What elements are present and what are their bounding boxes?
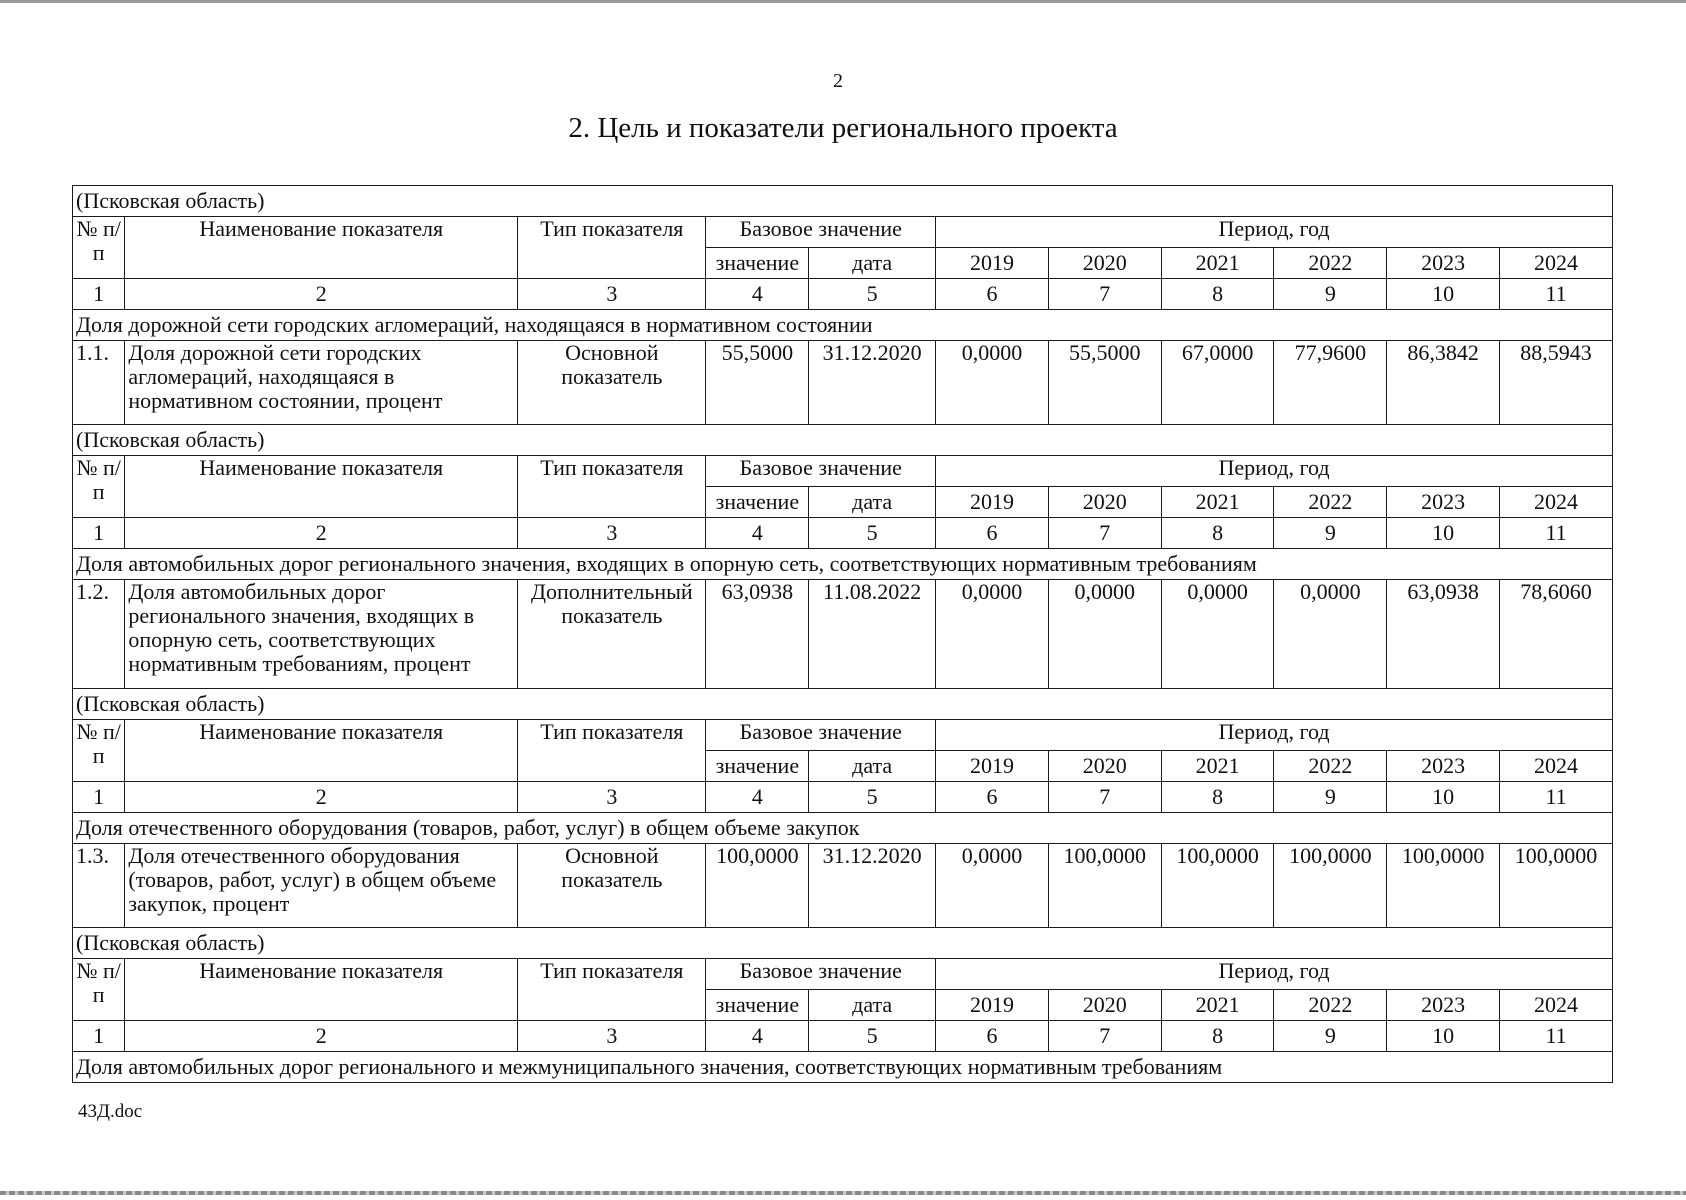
column-numbers-row [73,518,1613,549]
column-number: 5 [809,279,936,310]
header-name: Наименование показателя [125,720,518,782]
region-label: (Псковская область) [73,689,1613,720]
indicator-year-value: 67,0000 [1161,341,1274,425]
header-period: Период, год [936,217,1613,248]
column-number: 4 [706,279,809,310]
indicator-year-value: 86,3842 [1387,341,1500,425]
indicator-year-value: 100,0000 [1500,844,1613,928]
column-number: 8 [1161,279,1274,310]
column-number: 7 [1048,279,1161,310]
indicator-num: 1.1. [73,341,125,425]
header-type: Тип показателя [518,720,706,782]
page-title: 2. Цель и показатели регионального проекта [568,112,1118,144]
header-year: 2024 [1500,990,1613,1021]
indicator-year-value: 0,0000 [1274,580,1387,689]
column-number: 10 [1387,279,1500,310]
column-number: 10 [1387,518,1500,549]
region-row [73,689,1613,720]
indicator-name: Доля отечественного оборудования (товаров, работ, услуг) в общем объеме закупок, процент [125,844,518,928]
column-number: 2 [125,279,518,310]
column-number: 4 [706,1021,809,1052]
header-year: 2020 [1048,487,1161,518]
indicator-num: 1.3. [73,844,125,928]
column-number: 3 [518,518,706,549]
column-number: 8 [1161,1021,1274,1052]
page-number: 2 [833,70,843,92]
header-base-date: дата [809,487,936,518]
column-number: 6 [936,279,1049,310]
header-base-value: значение [706,751,809,782]
column-number: 2 [125,518,518,549]
indicator-row [73,341,1613,425]
header-row [73,959,1613,990]
indicator-base-date: 11.08.2022 [809,580,936,689]
column-number: 11 [1500,782,1613,813]
footer-file-name: 43Д.doc [78,1101,143,1122]
column-number: 7 [1048,518,1161,549]
column-number: 3 [518,279,706,310]
header-year: 2019 [936,248,1049,279]
indicator-year-value: 78,6060 [1500,580,1613,689]
header-year: 2022 [1274,751,1387,782]
header-base-date: дата [809,751,936,782]
indicator-base-value: 63,0938 [706,580,809,689]
header-year: 2023 [1387,990,1500,1021]
header-year: 2022 [1274,487,1387,518]
section-row [73,549,1613,580]
column-number: 5 [809,518,936,549]
column-number: 6 [936,1021,1049,1052]
column-number: 4 [706,782,809,813]
indicators-table [72,185,1613,1083]
indicator-year-value: 77,9600 [1274,341,1387,425]
column-number: 1 [73,279,125,310]
indicator-row [73,844,1613,928]
header-year: 2024 [1500,487,1613,518]
region-row [73,425,1613,456]
header-row [73,217,1613,248]
column-numbers-row [73,782,1613,813]
column-number: 5 [809,782,936,813]
header-base-date: дата [809,248,936,279]
column-number: 1 [73,518,125,549]
header-type: Тип показателя [518,456,706,518]
column-number: 10 [1387,782,1500,813]
header-year: 2021 [1161,248,1274,279]
header-year: 2021 [1161,487,1274,518]
column-number: 3 [518,1021,706,1052]
section-title: Доля автомобильных дорог регионального и межмуниципального значения, соответствующих нормативным требованиям [73,1052,1613,1083]
header-num: № п/п [73,456,125,518]
section-title: Доля дорожной сети городских агломераций, находящаяся в нормативном состоянии [73,310,1613,341]
scan-bottom-edge [0,1191,1686,1195]
region-label: (Псковская область) [73,425,1613,456]
column-number: 11 [1500,279,1613,310]
header-year: 2019 [936,487,1049,518]
column-number: 5 [809,1021,936,1052]
section-row [73,813,1613,844]
indicator-year-value: 100,0000 [1048,844,1161,928]
indicator-year-value: 0,0000 [936,844,1049,928]
indicator-year-value: 0,0000 [1161,580,1274,689]
indicator-row [73,580,1613,689]
header-year: 2024 [1500,751,1613,782]
header-base-value: значение [706,248,809,279]
indicator-year-value: 100,0000 [1161,844,1274,928]
column-number: 3 [518,782,706,813]
indicators-table-body [73,186,1613,1083]
header-base-value: значение [706,487,809,518]
column-number: 8 [1161,518,1274,549]
region-label: (Псковская область) [73,928,1613,959]
header-row [73,456,1613,487]
header-name: Наименование показателя [125,217,518,279]
header-year: 2020 [1048,751,1161,782]
header-base: Базовое значение [706,456,936,487]
column-number: 9 [1274,1021,1387,1052]
region-row [73,186,1613,217]
column-number: 7 [1048,782,1161,813]
column-number: 9 [1274,518,1387,549]
header-year: 2019 [936,990,1049,1021]
indicator-base-value: 55,5000 [706,341,809,425]
scan-top-edge [0,0,1686,3]
header-year: 2022 [1274,990,1387,1021]
header-year: 2020 [1048,248,1161,279]
header-year: 2024 [1500,248,1613,279]
header-year: 2023 [1387,487,1500,518]
column-number: 11 [1500,518,1613,549]
header-type: Тип показателя [518,217,706,279]
indicator-year-value: 0,0000 [936,580,1049,689]
header-year: 2020 [1048,990,1161,1021]
indicator-name: Доля автомобильных дорог регионального значения, входящих в опорную сеть, соответствующих нормативным требованиям, процент [125,580,518,689]
header-year: 2021 [1161,990,1274,1021]
indicator-year-value: 63,0938 [1387,580,1500,689]
header-period: Период, год [936,720,1613,751]
column-numbers-row [73,1021,1613,1052]
indicator-year-value: 0,0000 [936,341,1049,425]
indicator-year-value: 100,0000 [1387,844,1500,928]
section-title: Доля отечественного оборудования (товаров, работ, услуг) в общем объеме закупок [73,813,1613,844]
indicator-base-date: 31.12.2020 [809,341,936,425]
column-number: 4 [706,518,809,549]
column-number: 2 [125,782,518,813]
header-type: Тип показателя [518,959,706,1021]
indicator-type: Дополнительный показатель [518,580,706,689]
header-year: 2022 [1274,248,1387,279]
column-numbers-row [73,279,1613,310]
column-number: 6 [936,782,1049,813]
header-period: Период, год [936,959,1613,990]
header-name: Наименование показателя [125,456,518,518]
column-number: 10 [1387,1021,1500,1052]
indicator-year-value: 0,0000 [1048,580,1161,689]
column-number: 2 [125,1021,518,1052]
header-base: Базовое значение [706,217,936,248]
header-year: 2019 [936,751,1049,782]
header-num: № п/п [73,959,125,1021]
header-base: Базовое значение [706,959,936,990]
region-row [73,928,1613,959]
indicator-num: 1.2. [73,580,125,689]
column-number: 7 [1048,1021,1161,1052]
header-year: 2023 [1387,751,1500,782]
section-title: Доля автомобильных дорог регионального значения, входящих в опорную сеть, соответствующих нормативным требованиям [73,549,1613,580]
header-row [73,720,1613,751]
region-label: (Псковская область) [73,186,1613,217]
indicator-name: Доля дорожной сети городских агломераций, находящаяся в нормативном состоянии, процент [125,341,518,425]
indicator-year-value: 88,5943 [1500,341,1613,425]
indicator-year-value: 55,5000 [1048,341,1161,425]
header-base-value: значение [706,990,809,1021]
column-number: 1 [73,1021,125,1052]
indicator-type: Основной показатель [518,844,706,928]
indicator-type: Основной показатель [518,341,706,425]
column-number: 8 [1161,782,1274,813]
column-number: 9 [1274,782,1387,813]
header-base-date: дата [809,990,936,1021]
header-year: 2023 [1387,248,1500,279]
column-number: 6 [936,518,1049,549]
column-number: 11 [1500,1021,1613,1052]
section-row [73,310,1613,341]
header-num: № п/п [73,217,125,279]
section-row [73,1052,1613,1083]
header-year: 2021 [1161,751,1274,782]
indicator-base-date: 31.12.2020 [809,844,936,928]
header-period: Период, год [936,456,1613,487]
column-number: 9 [1274,279,1387,310]
indicator-base-value: 100,0000 [706,844,809,928]
header-base: Базовое значение [706,720,936,751]
indicator-year-value: 100,0000 [1274,844,1387,928]
header-name: Наименование показателя [125,959,518,1021]
column-number: 1 [73,782,125,813]
header-num: № п/п [73,720,125,782]
